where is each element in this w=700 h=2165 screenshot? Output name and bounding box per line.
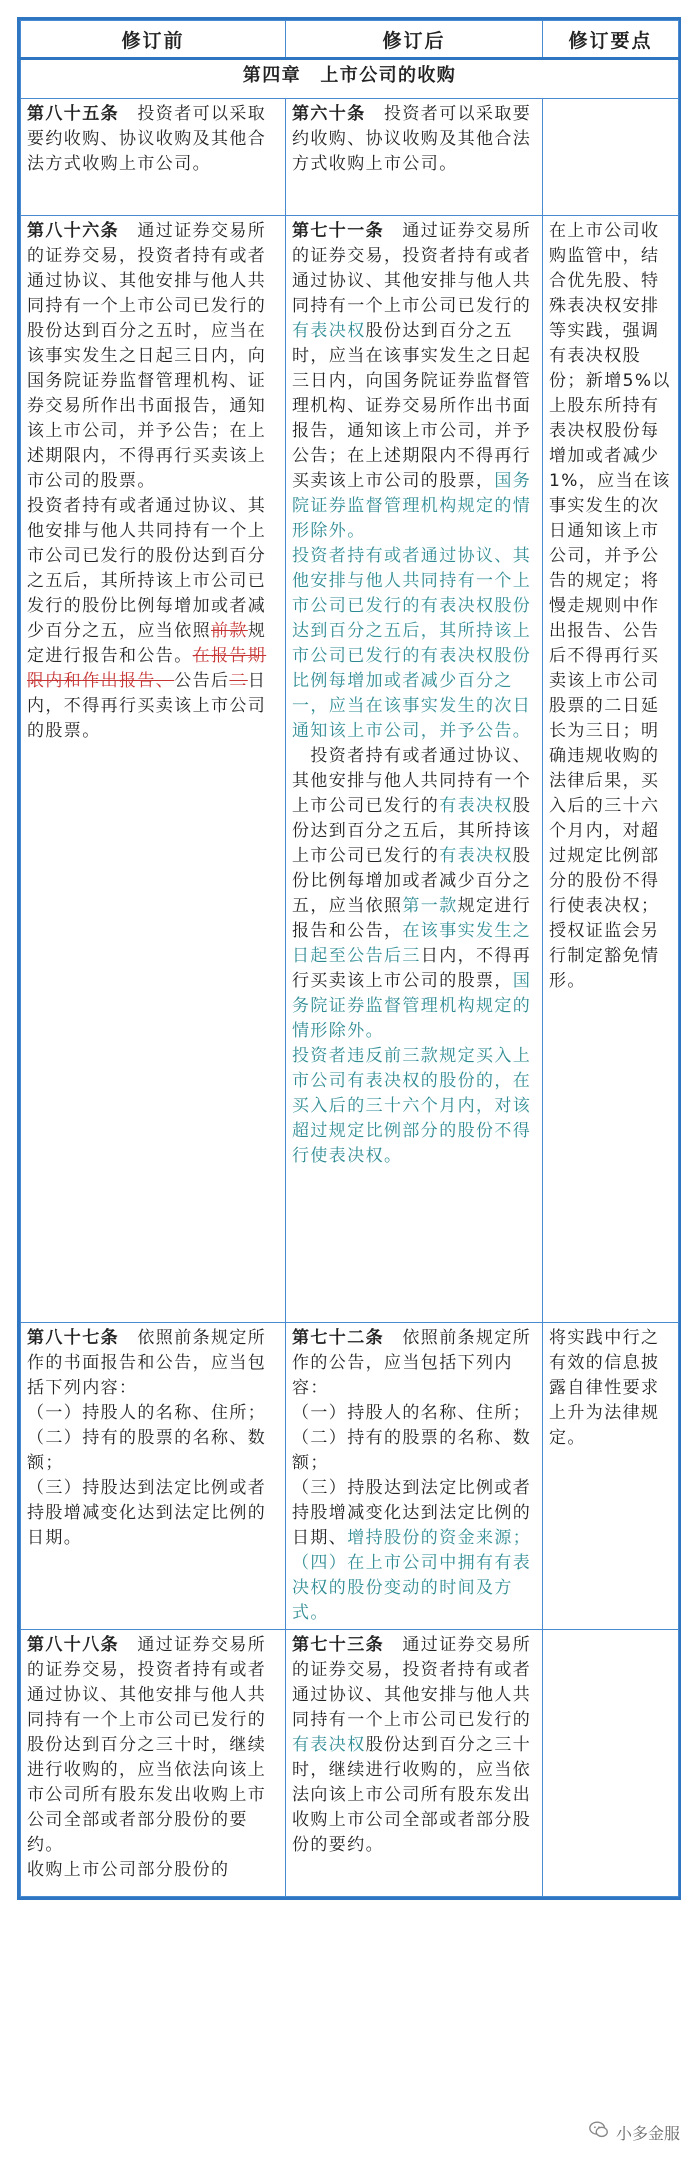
paragraph-text: 股份达到百分之五时，应当在该事实发生之日起三日内，向国务院证券监督管理机构、证券交易所作出书面报告，通知该上市公司，并予公告；在上述期限内不得再行买卖该上市公司的股票， [292, 321, 532, 491]
table-row [21, 1323, 679, 1630]
paragraph-text: 投资者持有或者通过协议、其他安排与他人共同持有一个上市公司已发行的 [292, 746, 532, 816]
paragraph-text: 股份达到百分之三十时，继续进行收购的，应当依法向该上市公司所有股东发出收购上市公司全部或者部分股份的要约。 [292, 1735, 532, 1855]
paragraph-text: 依照前条规定所作的书面报告和公告，应当包括下列内容： [27, 1328, 267, 1398]
paragraph-text: 股份比例每增加或者减少百分之五，应当依照 [292, 846, 532, 916]
added-text: 有表决权 [292, 1735, 366, 1755]
header-after: 修订后 [286, 21, 543, 59]
paragraph-text: 通过证券交易所的证券交易，投资者持有或者通过协议、其他安排与他人共同持有一个上市公司已发行的股份达到百分之五时，应当在该事实发生之日起三日内，向国务院证券监督管理机构、证券交易所作出书面报告，通知该上市公司，并予公告；在上述期限内，不得再行买卖该上市公司的股票。 [27, 221, 267, 491]
paragraph: （二）持有的股票的名称、数额； [27, 1428, 267, 1473]
watermark [582, 2117, 686, 2147]
paragraph-text: 通过证券交易所的证券交易，投资者持有或者通过协议、其他安排与他人共同持有一个上市公司已发行的股份达到百分之三十时，继续进行收购的，应当依法向该上市公司所有股东发出收购上市公司全部或者部分股份的要约。 [27, 1635, 267, 1855]
paragraph [27, 219, 279, 494]
revision-comparison-table [17, 17, 681, 1900]
after-cell [286, 99, 543, 216]
deleted-text: 在报告期限内和作出报告、 [27, 646, 267, 691]
paragraph [292, 1476, 536, 1551]
article-number: 第七十三条 [292, 1635, 384, 1655]
article-number: 第八十五条 [27, 104, 119, 124]
before-cell [21, 1630, 286, 1897]
header-before: 修订前 [21, 21, 286, 59]
added-paragraph: 投资者违反前三款规定买入上市公司有表决权的股份的，在买入后的三十六个月内，对该超过规定比例部分的股份不得行使表决权。 [292, 1046, 532, 1166]
table-row [21, 216, 679, 1323]
article-number: 第八十六条 [27, 221, 119, 241]
added-text: 在该事实发生之日起至公告后三 [292, 921, 532, 966]
before-cell [21, 1323, 286, 1630]
chapter-title: 第四章 上市公司的收购 [21, 59, 679, 99]
added-text: 有表决权 [292, 321, 366, 341]
added-text: 增持股份的资金来源； [347, 1528, 532, 1548]
paragraph-text: （三）持股达到法定比例或者持股增减变化达到法定比例的日期、 [292, 1478, 532, 1548]
added-text: 有表决权 [439, 796, 513, 816]
article-number: 第八十八条 [27, 1635, 119, 1655]
article-number: 第六十条 [292, 104, 366, 124]
paragraph [292, 1633, 536, 1858]
points-cell [543, 1630, 679, 1897]
article-number: 第八十七条 [27, 1328, 119, 1348]
deleted-text: 二 [229, 671, 248, 691]
paragraph [292, 744, 536, 1044]
after-cell [286, 1630, 543, 1897]
paragraph [292, 219, 536, 544]
paragraph [292, 1326, 536, 1401]
paragraph-text: 日内，不得再行买卖该上市公司的股票， [292, 946, 532, 991]
watermark-text: 小多金服 [615, 2123, 680, 2143]
paragraph-text: 公告后 [174, 671, 230, 691]
paragraph-text: 通过证券交易所的证券交易，投资者持有或者通过协议、其他安排与他人共同持有一个上市公司已发行的 [292, 221, 532, 316]
added-text: 国务院证券监督管理机构规定的情形除外。 [292, 971, 532, 1041]
wechat-bubble-icon [588, 2119, 610, 2145]
added-paragraph: 投资者持有或者通过协议、其他安排与他人共同持有一个上市公司已发行的有表决权股份达到百分之五后，其所持该上市公司已发行的有表决权股份比例每增加或者减少百分之一，应当在该事实发生的次日通知该上市公司，并予公告。 [292, 546, 532, 741]
after-cell [286, 216, 543, 1323]
header-points: 修订要点 [543, 21, 679, 59]
after-cell [286, 1323, 543, 1630]
paragraph [27, 1633, 279, 1858]
deleted-text: 前款 [211, 621, 248, 641]
paragraph-text: 日内，不得再行买卖该上市公司的股票。 [27, 671, 267, 741]
paragraph: （一）持股人的名称、住所； [292, 1403, 532, 1423]
added-text: 国务院证券监督管理机构规定的情形除外。 [292, 471, 532, 541]
points-cell: 将实践中行之有效的信息披露自律性要求上升为法律规定。 [543, 1323, 679, 1630]
paragraph [27, 494, 279, 744]
paragraph [292, 102, 536, 177]
paragraph-text: 股份达到百分之五后，其所持该上市公司已发行的 [292, 796, 532, 866]
paragraph: 收购上市公司部分股份的 [27, 1860, 230, 1880]
paragraph-text: 通过证券交易所的证券交易，投资者持有或者通过协议、其他安排与他人共同持有一个上市公司已发行的 [292, 1635, 532, 1730]
paragraph-text: 投资者持有或者通过协议、其他安排与他人共同持有一个上市公司已发行的股份达到百分之五后，其所持该上市公司已发行的股份比例每增加或者减少百分之五，应当依照 [27, 496, 267, 641]
article-number: 第七十一条 [292, 221, 384, 241]
points-cell: 在上市公司收购监管中，结合优先股、特殊表决权安排等实践，强调有表决权股份；新增5%以上股东所持有表决权股份每增加或者减少1%，应当在该事实发生的次日通知该上市公司，并予公告的规定；将慢走规则中作出报告、公告后不得再行买卖该上市公司股票的二日延长为三日；明确违规收购的法律后果，买入后的三十六个月内，对超过规定比例部分的股份不得行使表决权；授权证监会另行制定豁免情形。 [543, 216, 679, 1323]
paragraph-text: 投资者可以采取要约收购、协议收购及其他合法方式收购上市公司。 [27, 104, 267, 174]
paragraph [27, 102, 279, 177]
paragraph: （一）持股人的名称、住所； [27, 1403, 267, 1423]
added-paragraph: （四）在上市公司中拥有有表决权的股份变动的时间及方式。 [292, 1553, 532, 1623]
paragraph-text: 规定进行报告和公告。 [27, 621, 267, 666]
paragraph: （二）持有的股票的名称、数额； [292, 1428, 532, 1473]
header-row [21, 21, 679, 59]
article-number: 第七十二条 [292, 1328, 384, 1348]
added-text: 第一款 [402, 896, 458, 916]
table-row [21, 99, 679, 216]
before-cell [21, 216, 286, 1323]
added-text: 有表决权 [439, 846, 513, 866]
before-cell [21, 99, 286, 216]
table-row [21, 1630, 679, 1897]
paragraph [27, 1326, 279, 1401]
paragraph-text: 规定进行报告和公告， [292, 896, 532, 941]
paragraph-text: 依照前条规定所作的公告，应当包括下列内容： [292, 1328, 532, 1398]
paragraph: （三）持股达到法定比例或者持股增减变化达到法定比例的日期。 [27, 1478, 267, 1548]
chapter-row [21, 59, 679, 99]
paragraph-text: 投资者可以采取要约收购、协议收购及其他合法方式收购上市公司。 [292, 104, 532, 174]
points-cell [543, 99, 679, 216]
